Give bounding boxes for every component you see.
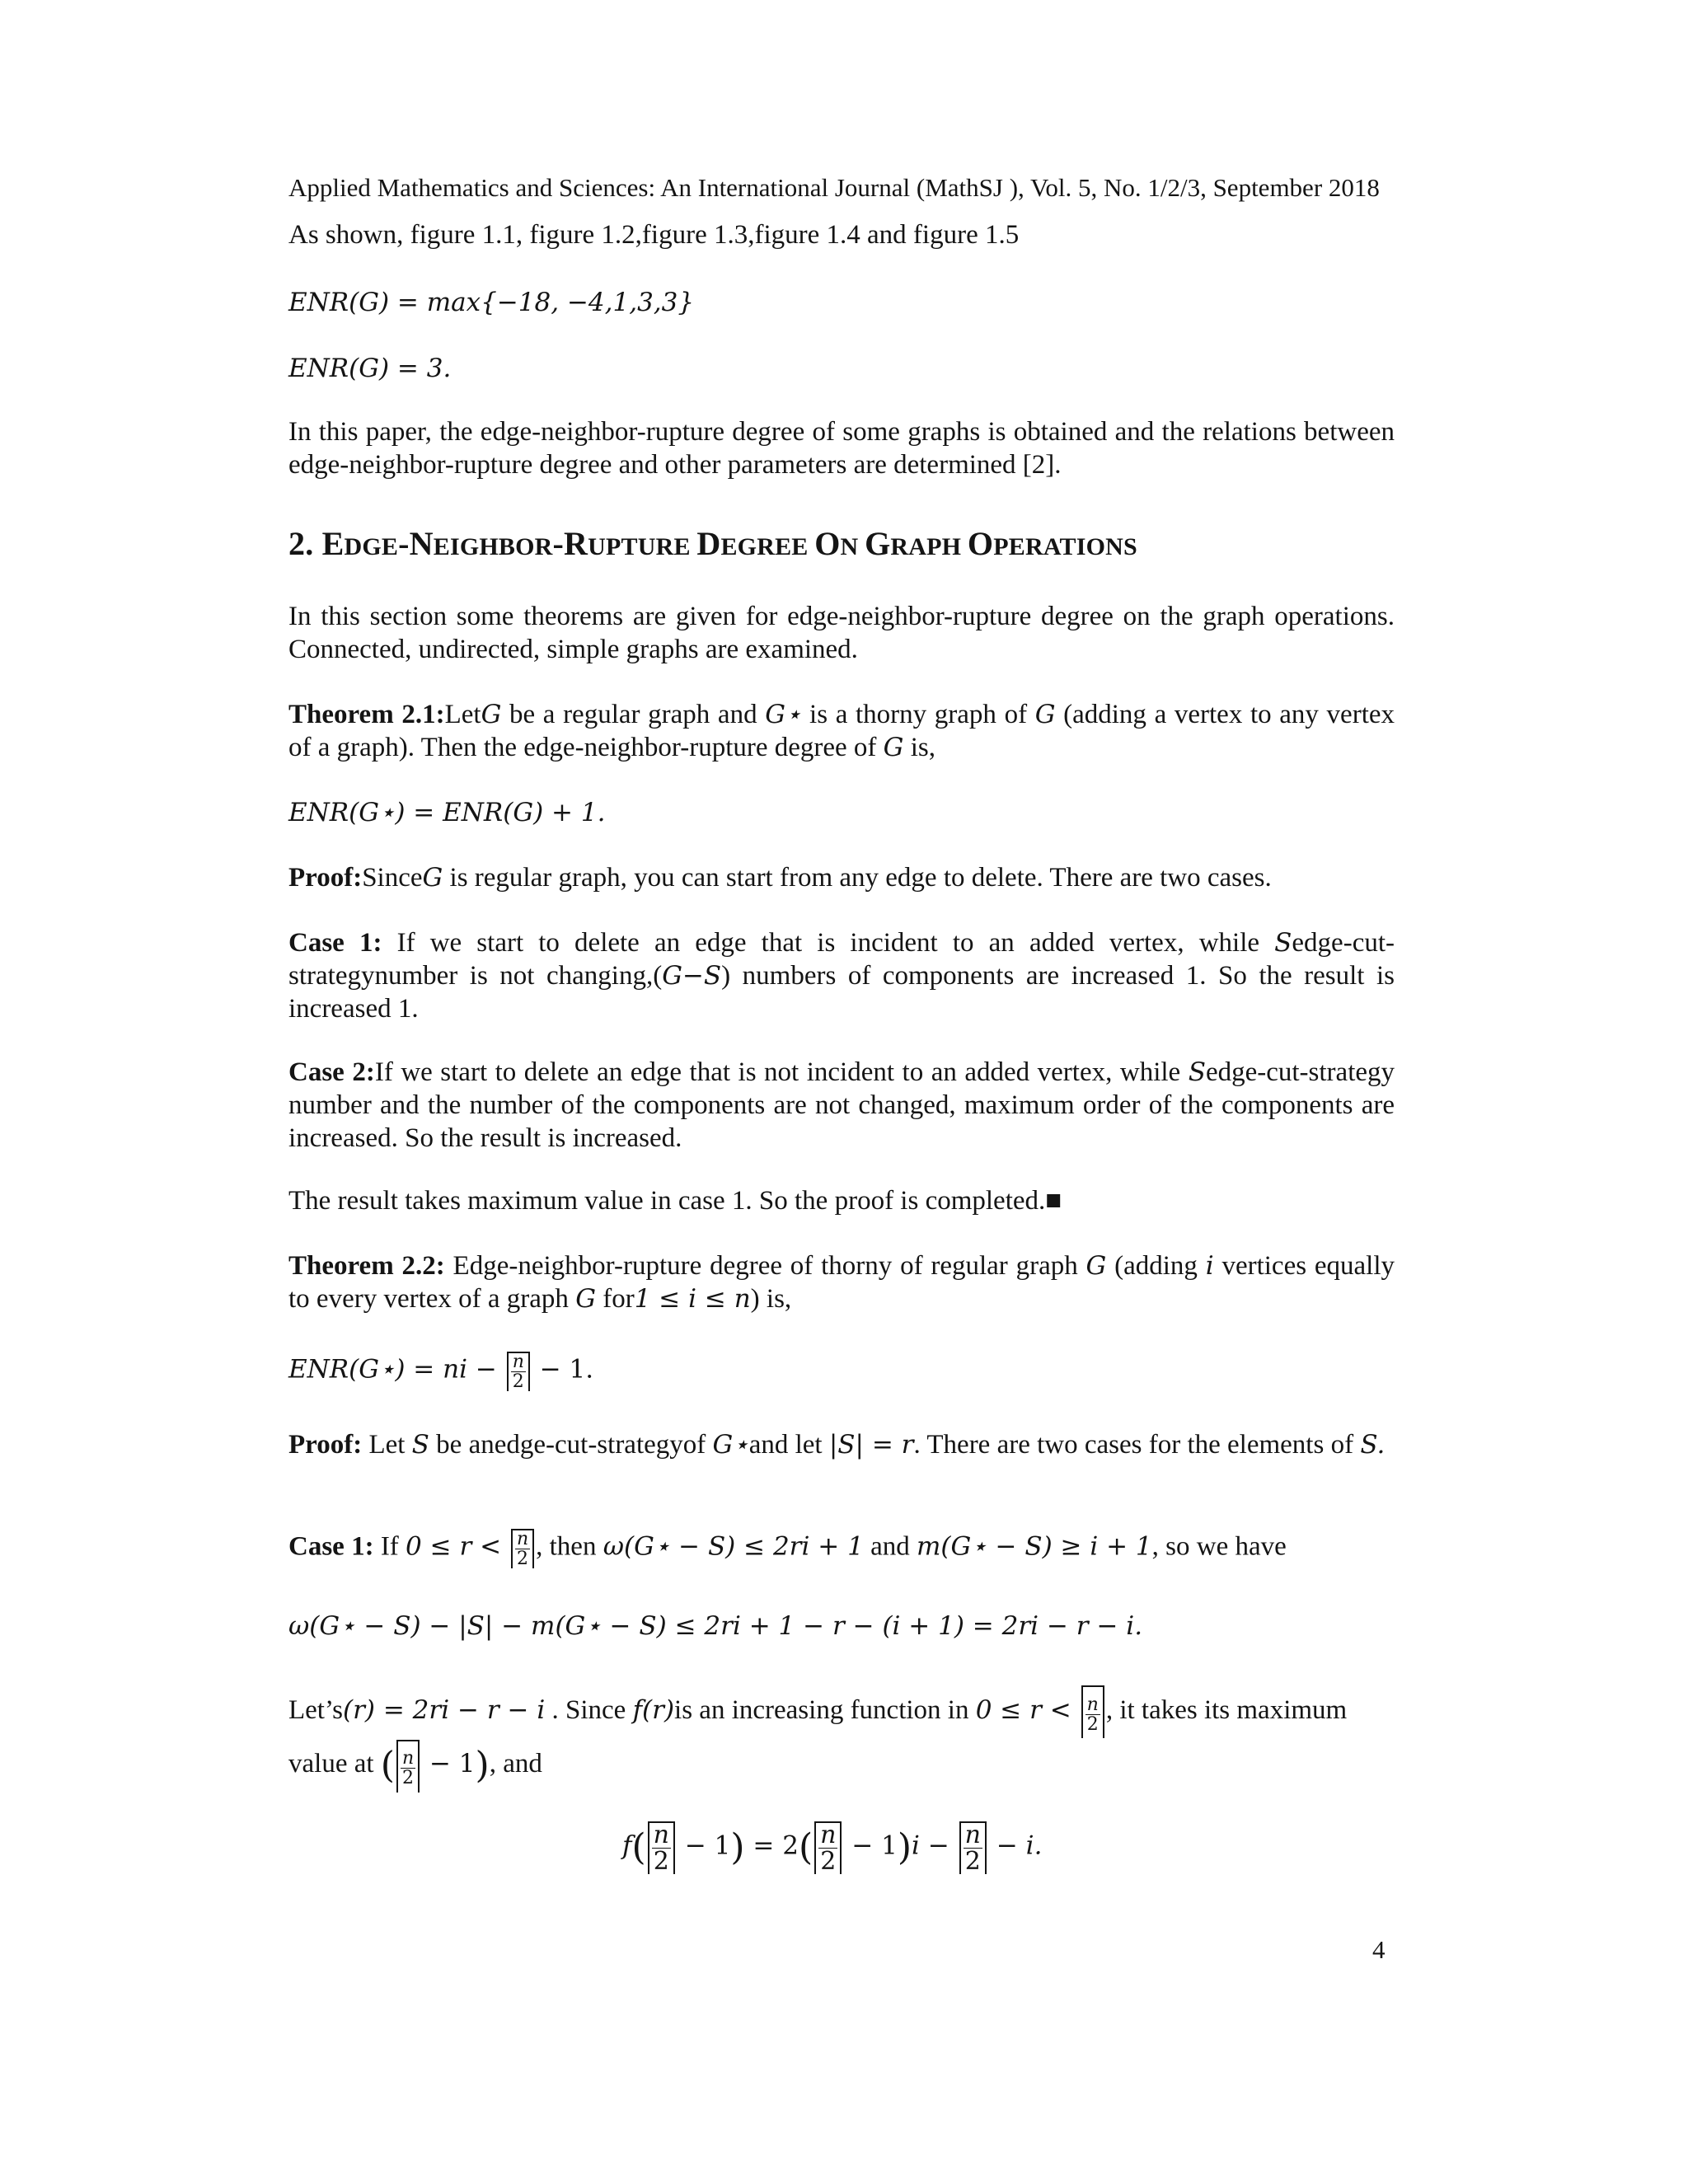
ceiling-bracket: $\frac{n}{2}$ (1081, 1685, 1104, 1738)
page-number: 4 (1372, 1935, 1386, 1964)
intro-line: As shown, figure 1.1, figure 1.2,figure 1.3,figure 1.4 and figure 1.5 (288, 220, 1020, 250)
equation-enr-max: ENR(G) = max{−18, −4,1,3,3} (288, 288, 695, 317)
equation-enr-value: ENR(G) = 3. (288, 354, 452, 383)
equation-thorny-regular: ENR(G⋆) = ni − $\frac{n}{2}$ − 1. (288, 1352, 594, 1392)
paragraph-increasing-function: Let’s(r) = 2ri − r − i . Since f(r)is an increasing function in 0 ≤ r < $\frac{n}{2}$ , it takes its maximum value at ( $\frac{n}{2}$ − 1), and (288, 1685, 1395, 1793)
ceiling-bracket: $\frac{n}{2}$ (814, 1821, 842, 1874)
case-2-not-incident: Case 2:If we start to delete an edge that is not incident to an added vertex, while Sedge-cut-strategy number and the number of the components are not changed, maximum order of the components are increased. So the result is increased. (288, 1057, 1395, 1153)
theorem-2-1: Theorem 2.1:LetG be a regular graph and G⋆ is a thorny graph of G (adding a vertex to any vertex of a graph). Then the edge-neighbor-rupture degree of G is, (288, 700, 1395, 762)
proof-conclusion: The result takes maximum value in case 1. So the proof is completed.■ (288, 1186, 1062, 1216)
ceiling-bracket: $\frac{n}{2}$ (648, 1821, 675, 1874)
proof-2-1: Proof:SinceG is regular graph, you can start from any edge to delete. There are two cases. (288, 863, 1272, 893)
equation-bound: ω(G⋆ − S) − |S| − m(G⋆ − S) ≤ 2ri + 1 − r − (i + 1) = 2ri − r − i. (288, 1611, 1143, 1641)
journal-header: Applied Mathematics and Sciences: An International Journal (MathSJ ), Vol. 5, No. 1/2/3, September 2018 (288, 173, 1380, 202)
paragraph-intro: In this paper, the edge-neighbor-rupture degree of some graphs is obtained and the relations between edge-neighbor-rupture degree and other parameters are determined [2]. (288, 417, 1395, 480)
ceiling-bracket: $\frac{n}{2}$ (396, 1740, 420, 1793)
paragraph-section-intro: In this section some theorems are given for edge-neighbor-rupture degree on the graph operations. Connected, undirected, simple graphs are examined. (288, 602, 1395, 664)
ceiling-bracket: $\frac{n}{2}$ (507, 1352, 530, 1391)
section-heading: 2. EDGE-NEIGHBOR-RUPTURE DEGREE ON GRAPH OPERATIONS (288, 525, 1137, 562)
theorem-2-2: Theorem 2.2: Edge-neighbor-rupture degree of thorny of regular graph G (adding i vertices equally to every vertex of a graph G for1 ≤ i ≤ n) is, (288, 1251, 1395, 1314)
equation-maximum-value: f( $\frac{n}{2}$ − 1) = 2( $\frac{n}{2}$ − 1)i − $\frac{n}{2}$ − i. (622, 1821, 1043, 1876)
equation-thorny: ENR(G⋆) = ENR(G) + 1. (288, 798, 606, 827)
case-1-bound: Case 1: If 0 ≤ r < $\frac{n}{2}$ , then ω(G⋆ − S) ≤ 2ri + 1 and m(G⋆ − S) ≥ i + 1, so we have (288, 1529, 1287, 1569)
ceiling-bracket: $\frac{n}{2}$ (511, 1529, 534, 1568)
proof-2-2: Proof: Let S be anedge-cut-strategyof G⋆and let |S| = r. There are two cases for the elements of S. (288, 1430, 1386, 1460)
case-1-incident: Case 1: If we start to delete an edge that is incident to an added vertex, while Sedge-cut-strategynumber is not changing,(G−S) numbers of components are increased 1. So the result is increased 1. (288, 928, 1395, 1024)
ceiling-bracket: $\frac{n}{2}$ (959, 1821, 987, 1874)
